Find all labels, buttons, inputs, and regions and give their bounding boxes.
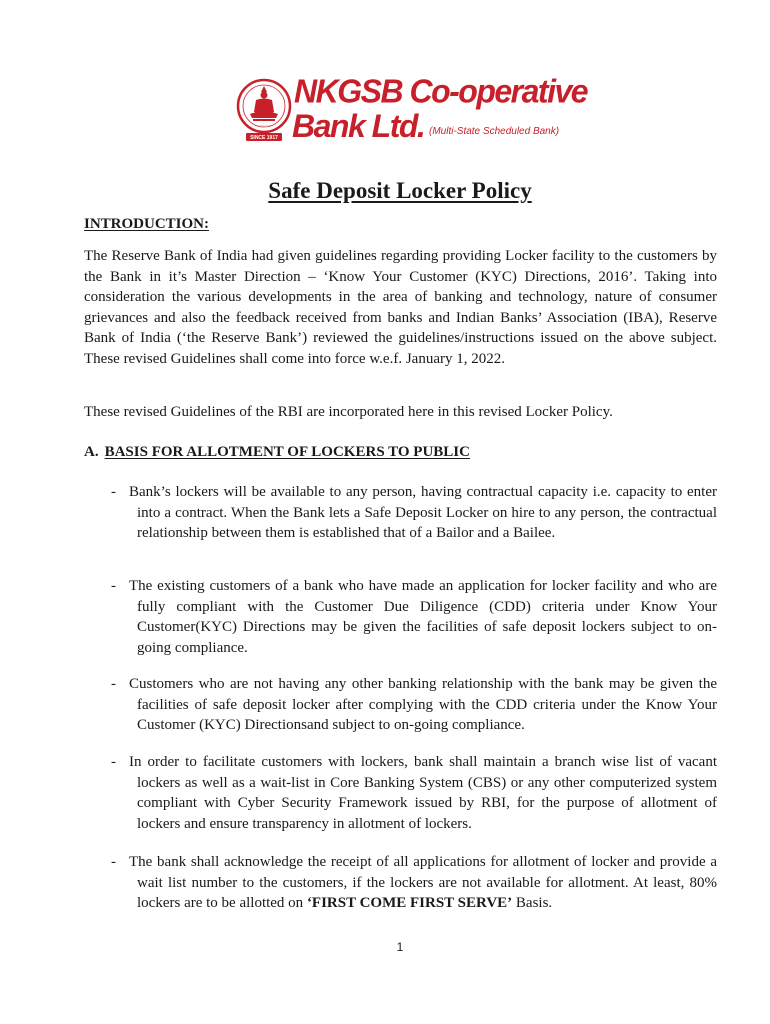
bullet-dash: - xyxy=(111,754,116,770)
section-a-letter: A. xyxy=(84,444,99,460)
list-item xyxy=(111,576,717,658)
bullet-tail: Basis. xyxy=(515,895,553,912)
brand-subtitle: (Multi-State Scheduled Bank) xyxy=(429,126,560,137)
bullet-text: Bank’s lockers will be available to any person, having contractual capacity i.e. capacity to enter into a contract. When the Bank lets a Safe Deposit Locker on hire to any person, the contractual relationship between them is established that of a Bailor and a Bailee. xyxy=(129,484,717,542)
list-item xyxy=(111,752,717,834)
section-a-heading xyxy=(84,444,470,461)
page-title: Safe Deposit Locker Policy xyxy=(268,178,532,203)
brand-name-line2: Bank Ltd. xyxy=(292,108,425,144)
brand-name-line1: NKGSB Co-operative xyxy=(294,72,588,110)
list-item xyxy=(111,852,717,914)
bullet-dash: - xyxy=(111,578,116,594)
page-number: 1 xyxy=(396,940,404,954)
introduction-paragraph: The Reserve Bank of India had given guidelines regarding providing Locker facility to the customers by the Bank in it’s Master Direction – ‘Know Your Customer (KYC) Directions, 2016’. Taking into consideration the various developments in the area of banking and technology, nature of consumer grievances and also the feedback received from banks and Indian Banks’ Association (IBA), Reserve Bank of India (‘the Reserve Bank’) reviewed the guidelines/instructions issued on the above subject. These revised Guidelines shall come into force w.e.f. January 1, 2022. xyxy=(84,248,717,367)
introduction-heading: INTRODUCTION: xyxy=(84,216,210,232)
introduction-note: These revised Guidelines of the RBI are incorporated here in this revised Locker Policy. xyxy=(84,404,613,420)
bullet-dash: - xyxy=(111,484,116,500)
bullet-text: Customers who are not having any other banking relationship with the bank may be given the facilities of safe deposit locker after complying with the CDD criteria under the Know Your Customer (KYC) Directionsand subject to on-going compliance. xyxy=(129,676,717,734)
bullet-text: In order to facilitate customers with lockers, bank shall maintain a branch wise list of vacant lockers as well as a wait-list in Core Banking System (CBS) or any other computerized system compliant with Cyber Security Framework issued by RBI, for the purpose of allotment of lockers and ensure transparency in allotment of lockers. xyxy=(129,754,717,832)
bullet-text: The existing customers of a bank who have made an application for locker facility and who are fully compliant with the Customer Due Diligence (CDD) criteria under Know Your Customer(KYC) Directions may be given the facilities of safe deposit lockers subject to on-going compliance. xyxy=(129,578,717,656)
bank-logo xyxy=(236,72,588,146)
bullet-dash: - xyxy=(111,854,116,870)
bullet-dash: - xyxy=(111,676,116,692)
list-item xyxy=(111,482,717,544)
svg-text:~~~~~~~: ~~~~~~~ xyxy=(254,124,274,128)
section-a-title: BASIS FOR ALLOTMENT OF LOCKERS TO PUBLIC xyxy=(104,444,470,460)
list-item xyxy=(111,674,717,736)
bullet-emphasis: ‘FIRST COME FIRST SERVE’ xyxy=(306,895,513,912)
bank-emblem-icon xyxy=(236,76,292,144)
emblem-since-text: SINCE 1917 xyxy=(250,135,278,141)
bullet-text: The bank shall acknowledge the receipt of all applications for allotment of locker and provide a wait list number to the customers, if the lockers are not available for allotment. At least, 80% lockers are to be allotted on xyxy=(129,854,717,912)
